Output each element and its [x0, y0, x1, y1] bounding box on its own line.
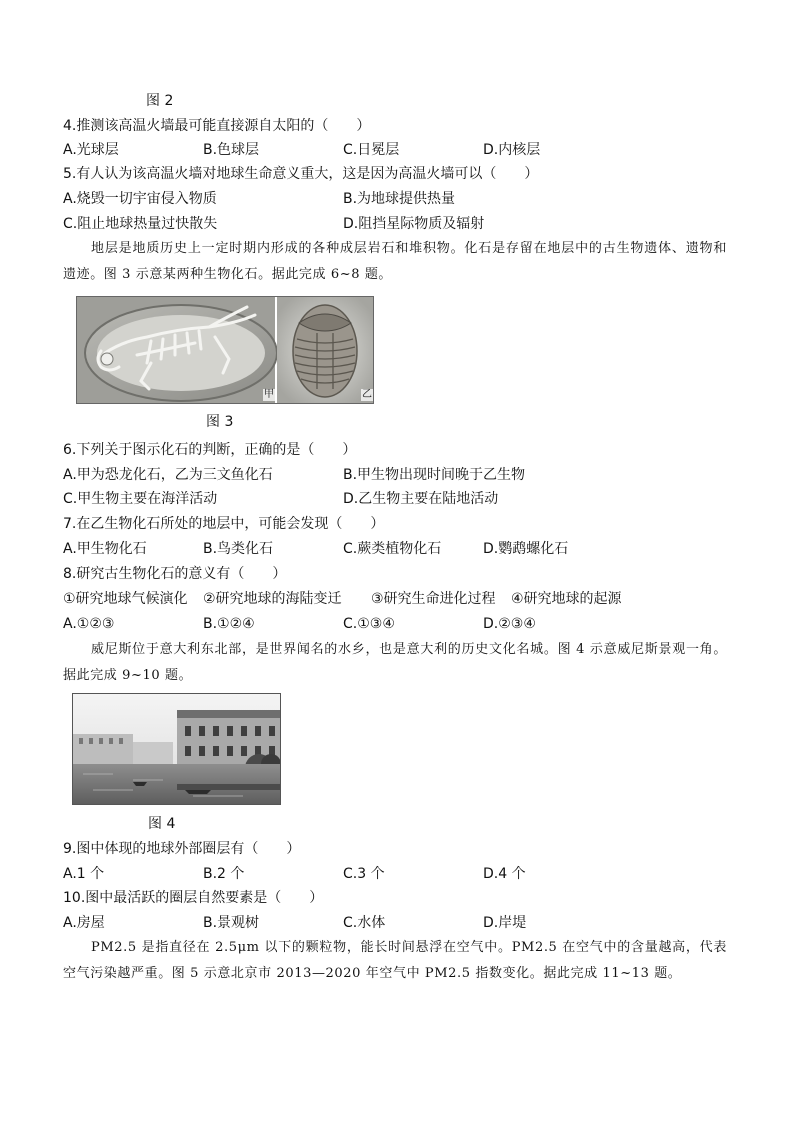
question-8-option-c: C.①③④ [343, 616, 395, 632]
figure-3-image [76, 296, 374, 404]
question-7-option-d: D.鹦鹉螺化石 [483, 541, 569, 557]
question-8-item-1: ①研究地球气候演化 [63, 591, 188, 607]
figure-3-caption: 图 3 [206, 414, 234, 430]
passage-fossils-text: 地层是地质历史上一定时期内形成的各种成层岩石和堆积物。化石是存留在地层中的古生物遗体、遗物和遗迹。图 3 示意某两种生物化石。据此完成 6~8 题。 [63, 241, 727, 282]
question-4-option-d: D.内核层 [483, 142, 541, 158]
question-7-stem: 7.在乙生物化石所处的地层中，可能会发现（ ） [63, 516, 385, 532]
question-4-option-a: A.光球层 [63, 142, 119, 158]
question-8-item-3: ③研究生命进化过程 [371, 591, 496, 607]
passage-venice-text: 威尼斯位于意大利东北部，是世界闻名的水乡，也是意大利的历史文化名城。图 4 示意威尼斯景观一角。据此完成 9~10 题。 [63, 642, 727, 683]
passage-pm25 [63, 935, 727, 987]
question-6-option-c: C.甲生物主要在海洋活动 [63, 491, 218, 507]
question-5-option-b: B.为地球提供热量 [343, 191, 456, 207]
figure-4-image [72, 693, 281, 805]
question-4-option-c: C.日冕层 [343, 142, 400, 158]
question-7-option-b: B.鸟类化石 [203, 541, 274, 557]
fossil-a-matrix [97, 315, 265, 391]
question-4-option-b: B.色球层 [203, 142, 260, 158]
question-8-stem: 8.研究古生物化石的意义有（ ） [63, 566, 287, 582]
passage-pm25-text: PM2.5 是指直径在 2.5μm 以下的颗粒物，能长时间悬浮在空气中。PM2.5 在空气中的含量越高，代表空气污染越严重。图 5 示意北京市 2013—2020 年空气中 PM2.5 指数变化。据此完成 11~13 题。 [63, 940, 727, 981]
question-6-option-b: B.甲生物出现时间晚于乙生物 [343, 467, 526, 483]
fossil-illustration [77, 297, 373, 403]
question-9-option-d: D.4 个 [483, 866, 526, 882]
venice-embankment [177, 784, 280, 790]
question-10-option-a: A.房屋 [63, 915, 105, 931]
passage-venice [63, 637, 727, 689]
figure-3-label-a: 甲 [264, 389, 274, 400]
question-5-stem: 5.有人认为该高温火墙对地球生命意义重大，这是因为高温火墙可以（ ） [63, 166, 539, 182]
question-7-option-a: A.甲生物化石 [63, 541, 147, 557]
question-9-stem: 9.图中体现的地球外部圈层有（ ） [63, 841, 301, 857]
question-5-option-c: C.阻止地球热量过快散失 [63, 216, 218, 232]
figure-4-caption: 图 4 [148, 816, 176, 832]
question-8-item-2: ②研究地球的海陆变迁 [203, 591, 342, 607]
figure-2-caption: 图 2 [146, 93, 174, 109]
figure-3-label-b: 乙 [362, 389, 372, 400]
question-9-option-b: B.2 个 [203, 866, 245, 882]
question-10-stem: 10.图中最活跃的圈层自然要素是（ ） [63, 890, 324, 906]
question-9-option-a: A.1 个 [63, 866, 105, 882]
question-8-option-b: B.①②④ [203, 616, 255, 632]
question-8-item-4: ④研究地球的起源 [511, 591, 622, 607]
question-5-option-a: A.烧毁一切宇宙侵入物质 [63, 191, 217, 207]
question-10-option-c: C.水体 [343, 915, 386, 931]
question-10-option-b: B.景观树 [203, 915, 260, 931]
question-5-option-d: D.阻挡星际物质及辐射 [343, 216, 485, 232]
question-6-option-d: D.乙生物主要在陆地活动 [343, 491, 499, 507]
question-6-option-a: A.甲为恐龙化石，乙为三文鱼化石 [63, 467, 273, 483]
question-10-option-d: D.岸堤 [483, 915, 527, 931]
venice-photo [73, 694, 280, 804]
question-8-option-d: D.②③④ [483, 616, 536, 632]
question-6-stem: 6.下列关于图示化石的判断，正确的是（ ） [63, 442, 357, 458]
question-7-option-c: C.蕨类植物化石 [343, 541, 442, 557]
question-9-option-c: C.3 个 [343, 866, 385, 882]
passage-fossils [63, 236, 727, 288]
question-4-stem: 4.推测该高温火墙最可能直接源自太阳的（ ） [63, 118, 371, 134]
question-8-option-a: A.①②③ [63, 616, 115, 632]
